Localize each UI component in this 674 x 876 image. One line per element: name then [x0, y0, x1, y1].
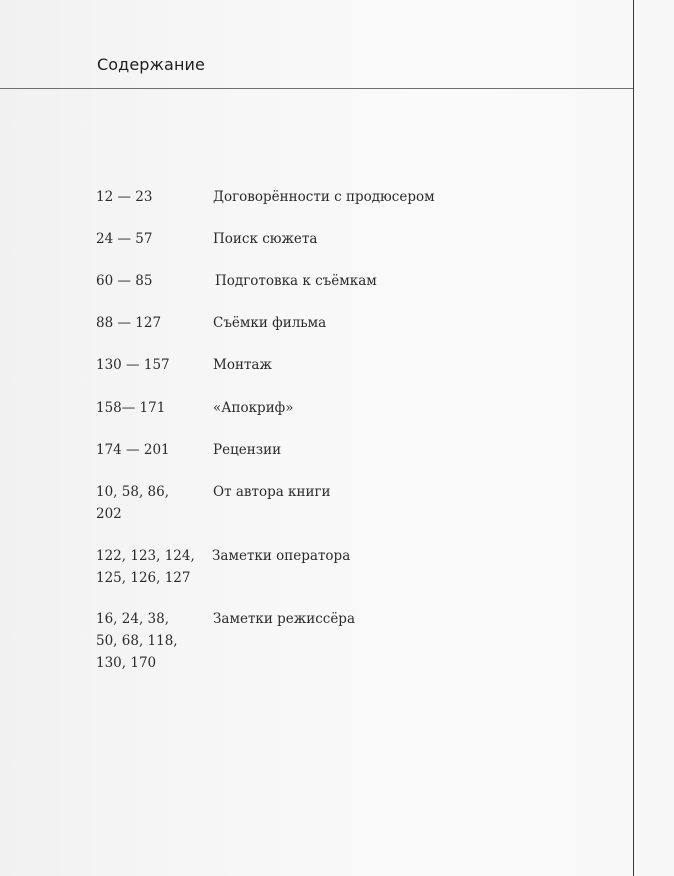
toc-entry-pages: 10, 58, 86, 202 — [96, 484, 169, 522]
toc-entry-title: Рецензии — [213, 442, 282, 458]
toc-entry-pages: 60 — 85 — [96, 273, 153, 289]
toc-entry-pages: 130 — 157 — [96, 357, 170, 373]
toc-entry-title: Поиск сюжета — [213, 231, 318, 247]
toc-entry-title: Договорённости с продюсером — [213, 189, 435, 205]
toc-entry-title: Монтаж — [213, 357, 272, 373]
toc-entry-pages: 24 — 57 — [96, 231, 153, 247]
toc-entry-pages: 174 — 201 — [96, 442, 170, 458]
page-edge — [634, 0, 674, 876]
toc-entry-pages: 16, 24, 38, 50, 68, 118, 130, 170 — [96, 611, 178, 671]
toc-entry-title: Заметки оператора — [212, 548, 351, 564]
toc-entry-title: От автора книги — [213, 484, 331, 500]
toc-entry-title: «Апокриф» — [213, 400, 294, 416]
toc-entry-title: Съёмки фильма — [213, 315, 327, 331]
toc-entry-pages: 88 — 127 — [96, 315, 162, 331]
toc-entry-title: Подготовка к съёмкам — [215, 273, 377, 289]
toc-entry-pages: 122, 123, 124, 125, 126, 127 — [96, 548, 195, 586]
toc-entry-title: Заметки режиссёра — [213, 611, 355, 627]
toc-entry-pages: 158— 171 — [96, 400, 166, 416]
toc-entry-pages: 12 — 23 — [96, 189, 153, 205]
page-title: Содержание — [97, 55, 205, 74]
